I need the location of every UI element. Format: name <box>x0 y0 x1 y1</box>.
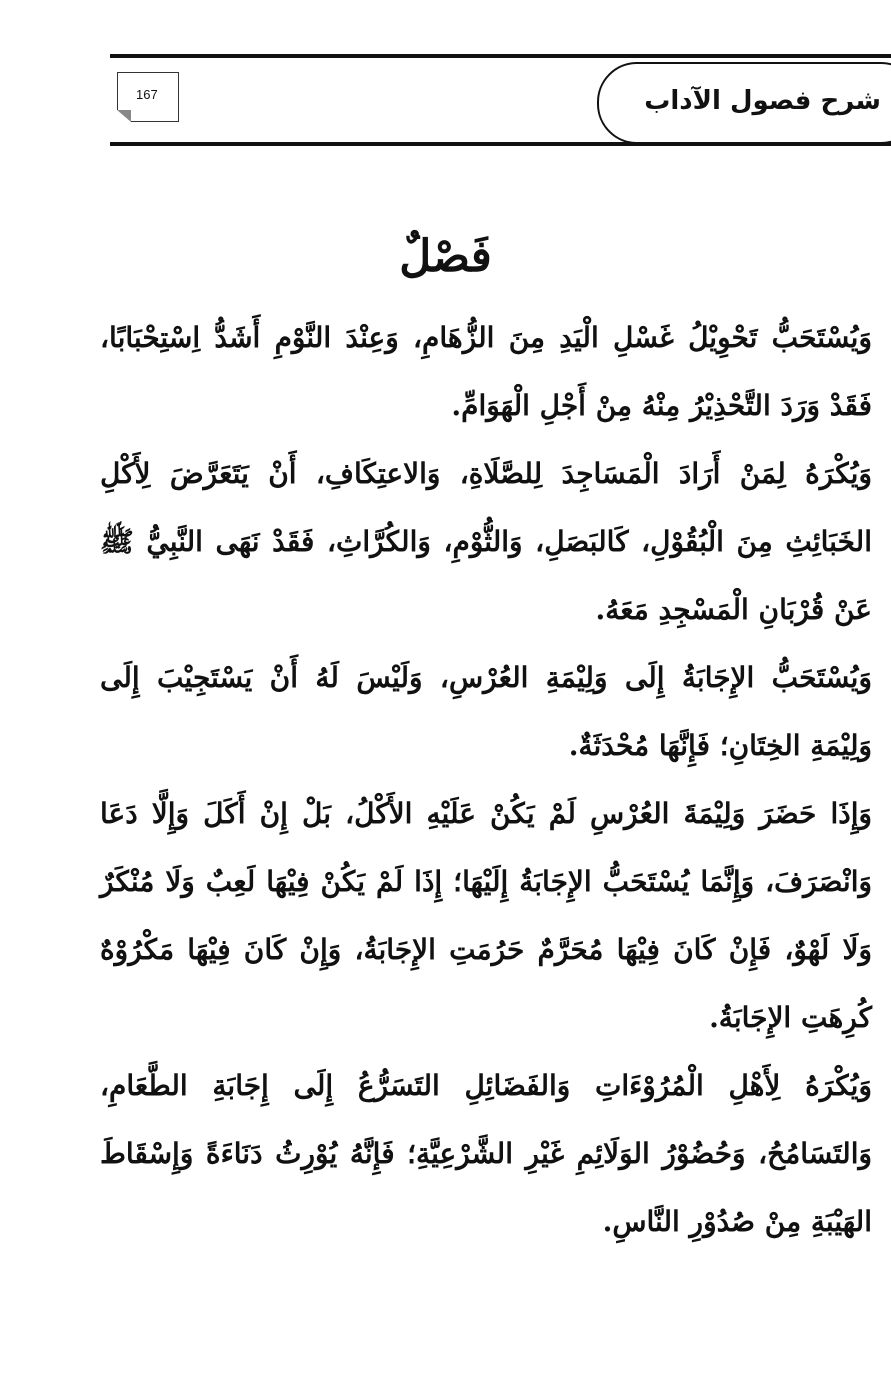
section-heading: فَصْلٌ <box>399 231 492 282</box>
page-corner-fold <box>117 110 131 122</box>
paragraph: وَيُكْرَهُ لِمَنْ أَرَادَ الْمَسَاجِدَ لِلصَّلَاةِ، وَالاعتِكَافِ، أَنْ يَتَعَرَّضَ لِأَكْلِ الخَبَائِثِ مِنَ الْبُقُوْلِ، كَالبَصَلِ، وَالثُّوْمِ، وَالكُرَّاثِ، فَقَدْ نَهَى النَّبِيُّ ﷺ عَنْ قُرْبَانِ الْمَسْجِدِ مَعَهُ. <box>100 457 872 626</box>
page-number-tag <box>117 72 179 122</box>
page-number: 167 <box>136 87 158 102</box>
header-rule-top <box>110 54 891 58</box>
header-rule-bottom <box>110 142 891 146</box>
paragraph: وَيُكْرَهُ لِأَهْلِ الْمُرُوْءَاتِ وَالفَضَائِلِ التَسَرُّعُ إِلَى إِجَابَةِ الطَّعَامِ، وَالتَسَامُحُ، وَحُضُوْرُ الوَلَائِمِ غَيْرِ الشَّرْعِيَّةِ؛ فَإِنَّهُ يُوْرِثُ دَنَاءَةً وَإِسْقَاطَ الهَيْبَةِ مِنْ صُدُوْرِ النَّاسِ. <box>100 1069 872 1238</box>
paragraph: وَيُسْتَحَبُّ تَحْوِيْلُ غَسْلِ الْيَدِ مِنَ الزُّهَامِ، وَعِنْدَ النَّوْمِ أَشَدُّ اِسْتِحْبَابًا، فَقَدْ وَرَدَ التَّحْذِيْرُ مِنْهُ مِنْ أَجْلِ الْهَوَامِّ. <box>100 321 872 422</box>
paragraph: وَإِذَا حَضَرَ وَلِيْمَةَ العُرْسِ لَمْ يَكُنْ عَلَيْهِ الأَكْلُ، بَلْ إِنْ أَكَلَ وَإِلَّا دَعَا وَانْصَرَفَ، وَإِنَّمَا يُسْتَحَبُّ الإِجَابَةُ إِلَيْهَا؛ إِذَا لَمْ يَكُنْ فِيْهَا لَعِبٌ وَلَا مُنْكَرٌ وَلَا لَهْوٌ، فَإِنْ كَانَ فِيْهَا مُحَرَّمٌ حَرُمَتِ الإِجَابَةُ، وَإِنْ كَانَ فِيْهَا مَكْرُوْهٌ كُرِهَتِ الإِجَابَةُ. <box>100 797 872 1034</box>
book-title: شرح فصول الآداب <box>644 86 881 116</box>
body-text <box>100 304 872 1256</box>
paragraph: وَيُسْتَحَبُّ الإِجَابَةُ إِلَى وَلِيْمَةِ العُرْسِ، وَلَيْسَ لَهُ أَنْ يَسْتَجِيْبَ إِلَى وَلِيْمَةِ الخِتَانِ؛ فَإِنَّهَا مُحْدَثَةٌ. <box>100 661 872 762</box>
